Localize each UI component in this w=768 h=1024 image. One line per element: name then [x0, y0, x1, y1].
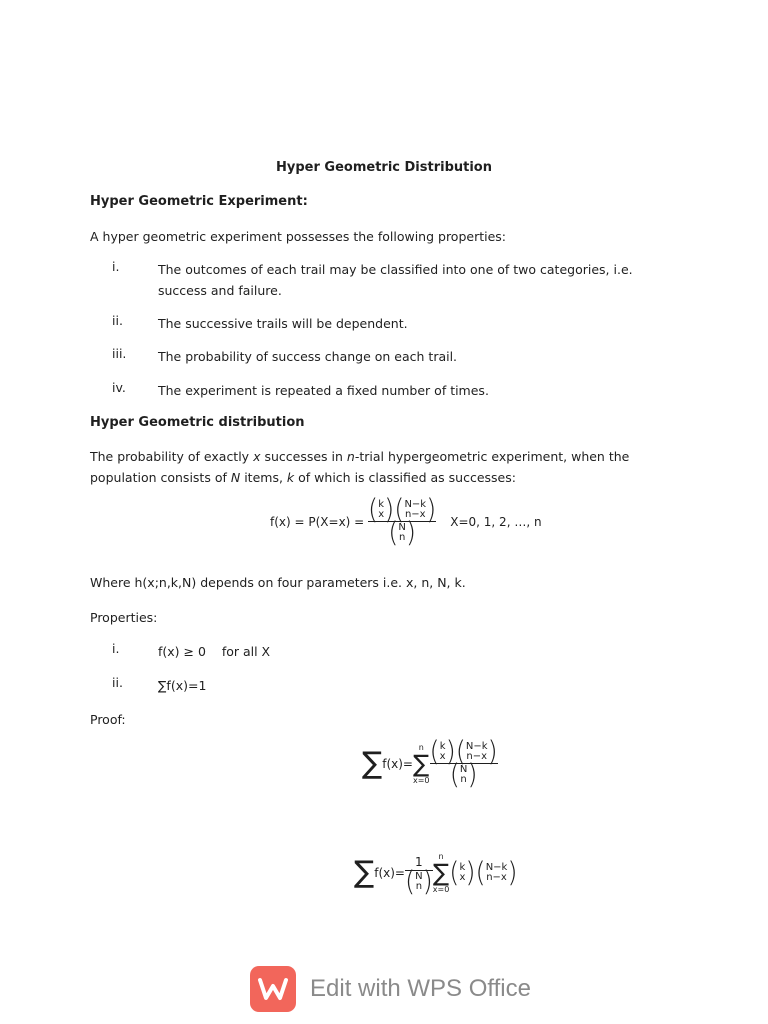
list-number: ii.	[112, 675, 123, 690]
intro-paragraph: A hyper geometric experiment possesses the following properties:	[90, 229, 507, 244]
proof-equation-2: ∑ f(x)= 1 ( N n ) n ∑ x=0 ( k x ) ( N−k n−x )	[354, 852, 518, 898]
list-number: iv.	[112, 380, 126, 395]
wps-edit-label[interactable]: Edit with WPS Office	[310, 975, 531, 1002]
proof-equation-1: ∑ f(x)= n ∑ x=0 ( k x ) ( N−k n−x ) ( N n )	[362, 736, 498, 791]
list-number: i.	[112, 259, 120, 274]
list-item: The probability of success change on each trail.	[158, 349, 458, 364]
wps-logo-icon	[250, 966, 296, 1012]
pmf-formula: f(x) = P(X=x) = ( k x ) ( N−k n−x ) ( N n ) X=0, 1, 2, …, n	[270, 494, 542, 549]
list-number: ii.	[112, 313, 123, 328]
section-heading-distribution: Hyper Geometric distribution	[90, 415, 305, 430]
definition-paragraph: The probability of exactly x successes in n-trial hypergeometric experiment, when the population consists of N items, k of which is classified as successes:	[90, 449, 630, 485]
section-heading-experiment: Hyper Geometric Experiment:	[90, 194, 308, 209]
wps-edit-banner[interactable]	[250, 966, 550, 1012]
proof-label: Proof:	[90, 712, 126, 727]
list-number: i.	[112, 641, 120, 656]
document-title: Hyper Geometric Distribution	[276, 160, 492, 175]
where-paragraph: Where h(x;n,k,N) depends on four parameters i.e. x, n, N, k.	[90, 575, 466, 590]
property-item: ∑f(x)=1	[158, 678, 207, 693]
list-number: iii.	[112, 346, 127, 361]
properties-label: Properties:	[90, 610, 158, 625]
list-item: The outcomes of each trail may be classified into one of two categories, i.e. success and failure.	[158, 262, 633, 298]
list-item: The successive trails will be dependent.	[158, 316, 408, 331]
property-item: f(x) ≥ 0 for all X	[158, 644, 271, 659]
list-item: The experiment is repeated a fixed number of times.	[158, 383, 489, 398]
